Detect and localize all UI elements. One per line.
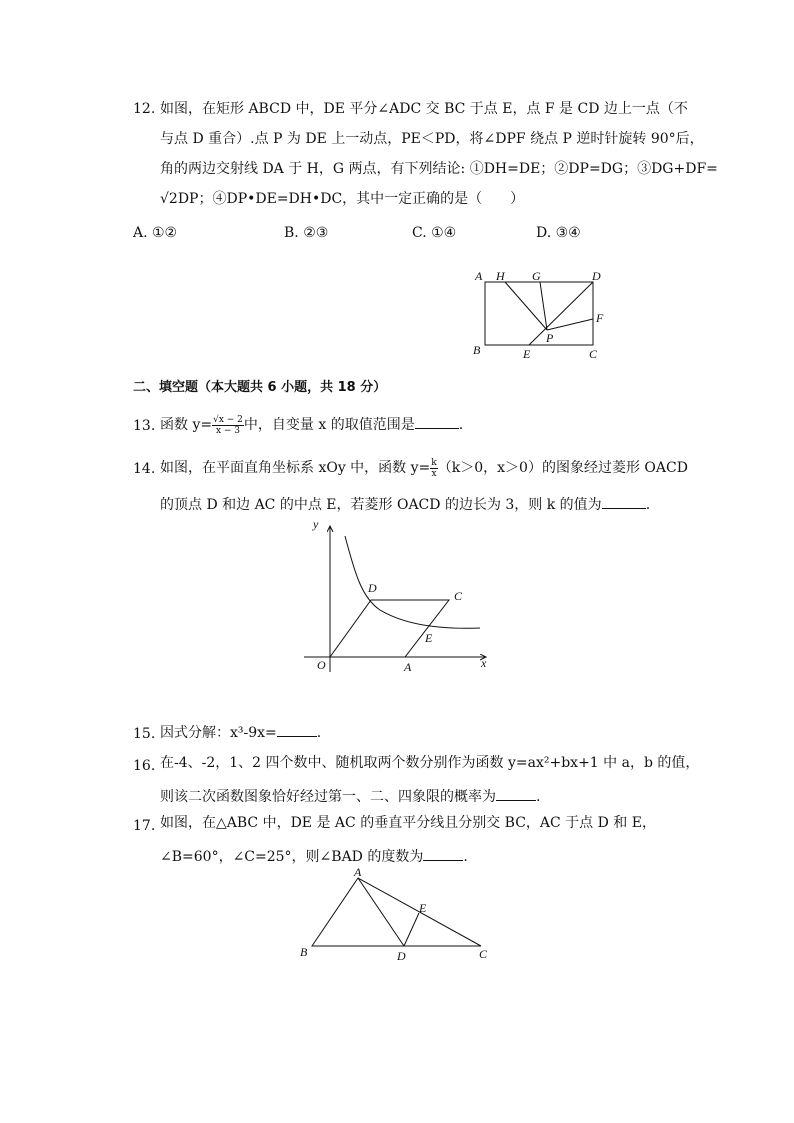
q14-fraction-numerator: k: [431, 457, 437, 468]
label-a: A: [354, 865, 362, 879]
q17-answer-blank[interactable]: [423, 846, 463, 861]
figure-rectangle-abcd: [470, 266, 620, 362]
label-o: O: [317, 658, 326, 672]
q14-suffix: （k＞0，x＞0）的图象经过菱形 OACD: [437, 460, 688, 476]
question-16-line-2: [160, 786, 540, 806]
question-14-line-1: [160, 454, 688, 482]
label-d: D: [592, 269, 601, 283]
label-a: A: [404, 660, 412, 674]
question-12-line-3: 角的两边交射线 DA 于 H，G 两点，有下列结论: ①DH=DE；②DP=DG；③DG+DF=: [160, 161, 718, 177]
label-d: D: [368, 581, 377, 595]
q15-end: .: [316, 725, 322, 741]
label-c: C: [589, 347, 598, 361]
q13-end: .: [458, 417, 464, 433]
question-17-line-2: [160, 846, 468, 866]
label-y: y: [313, 517, 319, 531]
question-12-line-4: √2DP；④DP•DE=DH•DC，其中一定正确的是（ ）: [160, 191, 525, 207]
label-e: E: [419, 901, 427, 915]
label-c: C: [454, 589, 463, 603]
label-f: F: [596, 311, 604, 325]
q14-end: .: [645, 497, 651, 513]
label-e: E: [425, 631, 433, 645]
q14-prefix: 如图，在平面直角坐标系 xOy 中，函数 y=: [160, 460, 431, 476]
q13-fraction-denominator: x − 3: [215, 425, 241, 436]
rhombus-oacd: [330, 600, 449, 657]
option-b: B. ②③: [284, 225, 329, 241]
label-b: B: [473, 343, 481, 357]
question-13-number: 13.: [133, 418, 156, 434]
q13-answer-blank[interactable]: [415, 414, 459, 429]
q13-prefix: 函数 y=: [160, 417, 213, 433]
q14-line-2-text: 的顶点 D 和边 AC 的中点 E，若菱形 OACD 的边长为 3，则 k 的值为: [160, 497, 602, 513]
question-14-number: 14.: [133, 461, 156, 477]
option-d: D. ③④: [536, 225, 581, 241]
q13-fraction-numerator: √x − 2: [213, 414, 243, 425]
q15-text: 因式分解：x³-9x=: [160, 725, 277, 741]
question-12-line-2: 与点 D 重合）.点 P 为 DE 上一动点，PE＜PD，将∠DPF 绕点 P 逆时针旋转 90°后，: [160, 131, 704, 147]
question-12-line-1: 如图，在矩形 ABCD 中，DE 平分∠ADC 交 BC 于点 E，点 F 是 CD 边上一点（不: [160, 101, 688, 117]
option-c: C. ①④: [412, 225, 457, 241]
q15-answer-blank[interactable]: [277, 722, 317, 737]
question-17-number: 17.: [133, 818, 156, 834]
question-15-line: [160, 722, 321, 742]
segment-ad: [358, 878, 404, 946]
segment-de: [529, 282, 593, 345]
q16-line-2-text: 则该二次函数图象恰好经过第一、二、四象限的概率为: [160, 789, 496, 805]
label-c: C: [479, 947, 488, 961]
question-17-line-1: 如图，在△ABC 中，DE 是 AC 的垂直平分线且分别交 BC，AC 于点 D 和 E，: [160, 815, 656, 831]
section-heading: 二、填空题（本大题共 6 小题，共 18 分）: [133, 380, 387, 395]
label-g: G: [532, 269, 541, 283]
label-b: B: [300, 945, 308, 959]
q14-answer-blank[interactable]: [602, 494, 646, 509]
hyperbola-curve: [345, 536, 480, 628]
label-d: D: [397, 949, 406, 963]
label-h: H: [496, 269, 505, 283]
question-15-number: 15.: [133, 726, 156, 742]
label-p: P: [546, 331, 554, 345]
q13-suffix: 中，自变量 x 的取值范围是: [243, 417, 415, 433]
q14-fraction: [430, 458, 437, 479]
q16-end: .: [536, 789, 541, 805]
segment-de: [404, 913, 419, 946]
option-a: A. ①②: [133, 225, 178, 241]
q13-fraction: [212, 415, 244, 436]
q17-end: .: [463, 849, 468, 865]
figure-triangle-abc: [296, 866, 496, 966]
question-13-line: [160, 411, 463, 439]
question-14-line-2: [160, 494, 650, 514]
label-x: x: [481, 656, 487, 670]
q16-answer-blank[interactable]: [496, 786, 536, 801]
q17-line-2-text: ∠B=60°，∠C=25°，则∠BAD 的度数为: [160, 849, 424, 865]
question-12-number: 12.: [133, 101, 156, 117]
label-e: E: [523, 347, 531, 361]
question-16-line-1: 在-4、-2，1、2 四个数中、随机取两个数分别作为函数 y=ax²+bx+1 中 a，b 的值，: [160, 755, 700, 771]
figure-rhombus-oacd: [300, 514, 500, 680]
question-16-number: 16.: [133, 758, 156, 774]
label-a: A: [475, 269, 483, 283]
q14-fraction-denominator: x: [431, 468, 437, 479]
